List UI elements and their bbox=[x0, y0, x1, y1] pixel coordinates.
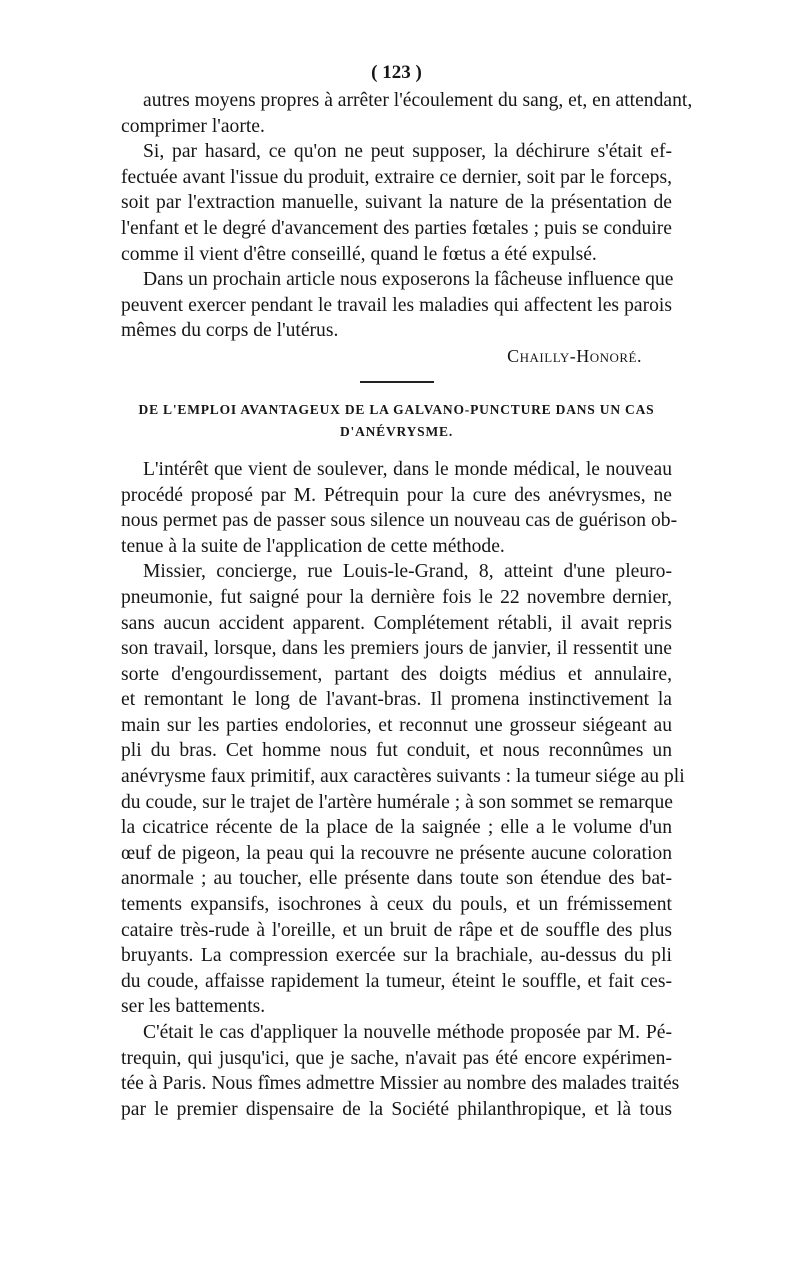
text-line: Dans un prochain article nous exposerons la fâcheuse influence que bbox=[143, 269, 674, 291]
text-line: Si, par hasard, ce qu'on ne peut supposer, la déchirure s'était ef- bbox=[143, 141, 672, 163]
text-line: main sur les parties endolories, et reconnut une grosseur siégeant au bbox=[121, 714, 672, 736]
text-line: anormale ; au toucher, elle présente dans toute son étendue des bat- bbox=[121, 868, 672, 890]
text-line: son travail, lorsque, dans les premiers jours de janvier, il ressentit une bbox=[121, 638, 672, 660]
text-line: pli du bras. Cet homme nous fut conduit, et nous reconnûmes un bbox=[121, 740, 672, 762]
text-line: et remontant le long de l'avant-bras. Il promena instinctivement la bbox=[121, 689, 672, 711]
book-page bbox=[121, 60, 693, 1122]
text-line: mêmes du corps de l'utérus. bbox=[121, 320, 339, 342]
text-line: par le premier dispensaire de la Société philanthropique, et là tous bbox=[121, 1098, 672, 1120]
text-line: comme il vient d'être conseillé, quand le fœtus a été expulsé. bbox=[121, 243, 597, 265]
heading-spacer bbox=[121, 443, 672, 457]
paragraph bbox=[121, 559, 685, 1020]
text-line: l'enfant et le degré d'avancement des parties fœtales ; puis se conduire bbox=[121, 217, 672, 239]
article-heading bbox=[121, 399, 672, 443]
text-line: sorte d'engourdissement, partant des doigts médius et annulaire, bbox=[121, 663, 672, 685]
text-line: anévrysme faux primitif, aux caractères suivants : la tumeur siége au pli bbox=[121, 766, 685, 788]
text-line: fectuée avant l'issue du produit, extraire ce dernier, soit par le forceps, bbox=[121, 166, 672, 188]
paragraph bbox=[121, 267, 672, 344]
text-line: soit par l'extraction manuelle, suivant la nature de la présentation de bbox=[121, 192, 672, 214]
text-line: nous permet pas de passer sous silence un nouveau cas de guérison ob- bbox=[121, 510, 678, 532]
text-line: C'était le cas d'appliquer la nouvelle méthode proposée par M. Pé- bbox=[143, 1022, 672, 1043]
text-line: peuvent exercer pendant le travail les maladies qui affectent les parois bbox=[121, 294, 672, 316]
section-divider bbox=[360, 381, 434, 383]
text-line: œuf de pigeon, la peau qui la recouvre ne présente aucune coloration bbox=[121, 842, 672, 864]
heading-line: D'ANÉVRYSME. bbox=[339, 423, 453, 439]
text-line: Missier, concierge, rue Louis-le-Grand, 8, atteint d'une pleuro- bbox=[143, 561, 672, 583]
text-line: bruyants. La compression exercée sur la brachiale, au-dessus du pli bbox=[121, 945, 672, 967]
text-line: du coude, affaisse rapidement la tumeur, éteint le souffle, et fait ces- bbox=[121, 970, 672, 992]
text-line: pneumonie, fut saigné pour la dernière fois le 22 novembre dernier, bbox=[121, 586, 672, 608]
text-line: ser les battements. bbox=[121, 996, 266, 1018]
author-signature: Chailly-Honoré. bbox=[507, 345, 642, 366]
page-number: ( 123 ) bbox=[371, 62, 422, 83]
text-line: la cicatrice récente de la place de la saignée ; elle a le volume d'un bbox=[121, 817, 672, 839]
text-line: comprimer l'aorte. bbox=[121, 115, 265, 137]
paragraph bbox=[121, 1020, 680, 1122]
text-line: procédé proposé par M. Pétrequin pour la cure des anévrysmes, ne bbox=[121, 484, 672, 506]
text-line: sans aucun accident apparent. Complétement rétabli, il avait repris bbox=[121, 612, 672, 634]
paragraph bbox=[121, 88, 693, 139]
text-line: L'intérêt que vient de soulever, dans le monde médical, le nouveau bbox=[143, 458, 672, 480]
text-line: cataire très-rude à l'oreille, et un bruit de râpe et de souffle des plus bbox=[121, 919, 672, 941]
closing-section bbox=[121, 88, 693, 344]
paragraph bbox=[121, 457, 678, 559]
paragraph bbox=[121, 139, 672, 267]
text-line: tée à Paris. Nous fîmes admettre Missier au nombre des malades traités bbox=[121, 1073, 680, 1095]
text-line: du coude, sur le trajet de l'artère humérale ; à son sommet se remarque bbox=[121, 791, 673, 813]
text-line: trequin, qui jusqu'ici, que je sache, n'avait pas été encore expérimen- bbox=[121, 1047, 672, 1069]
article-body bbox=[121, 457, 685, 1122]
text-line: autres moyens propres à arrêter l'écoulement du sang, et, en attendant, bbox=[143, 90, 693, 111]
text-line: tements expansifs, isochrones à ceux du pouls, et un frémissement bbox=[121, 894, 672, 916]
heading-line: DE L'EMPLOI AVANTAGEUX DE LA GALVANO-PUNCTURE DANS UN CAS bbox=[138, 401, 655, 417]
text-line: tenue à la suite de l'application de cette méthode. bbox=[121, 535, 505, 557]
